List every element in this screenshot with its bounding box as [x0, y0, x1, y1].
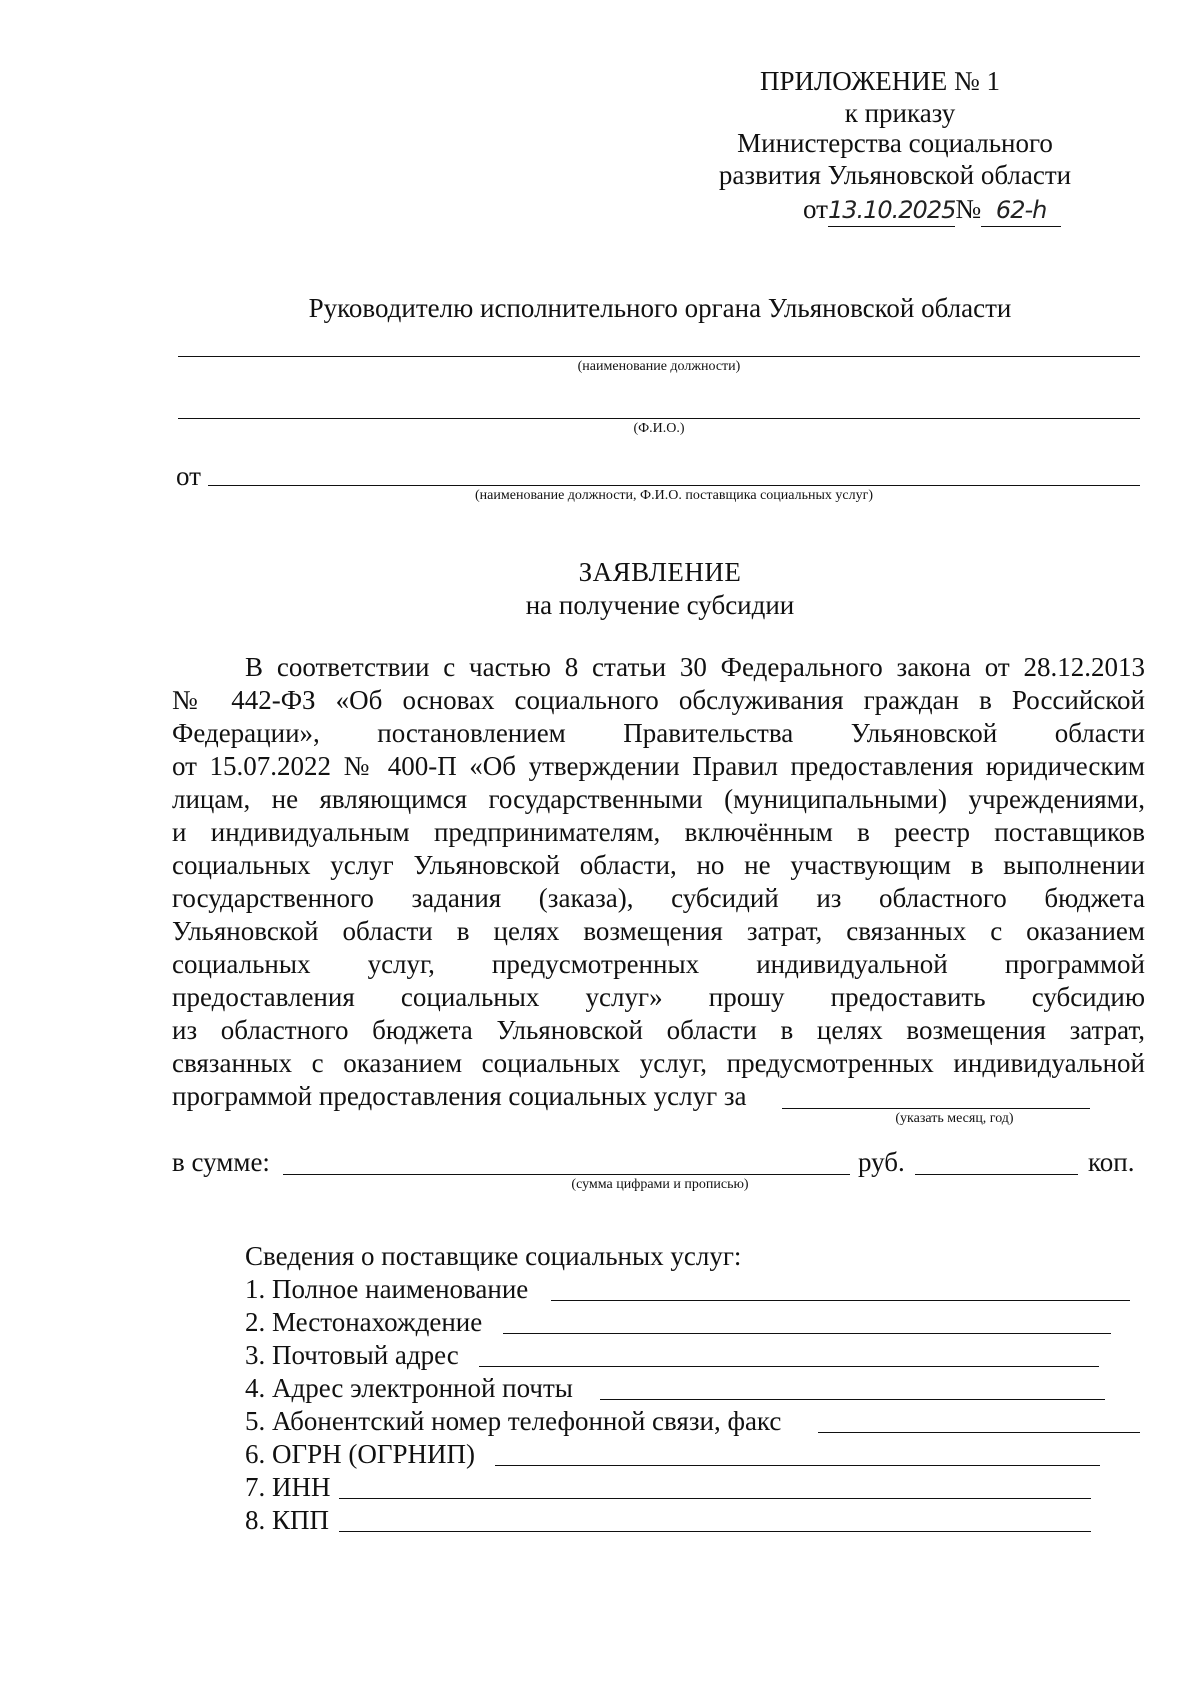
position-caption: (наименование должности) — [577, 359, 741, 374]
order-from-label: от — [803, 194, 828, 224]
full-name-line[interactable] — [551, 1300, 1130, 1301]
supplier-line[interactable] — [208, 485, 1140, 486]
supplier-item-phone-fax: 5. Абонентский номер телефонной связи, факс — [245, 1406, 782, 1436]
paragraph-line-10: социальных услуг, предусмотренных индивидуальной программой — [172, 949, 1145, 979]
paragraph-line-13: связанных с оказанием социальных услуг, предусмотренных индивидуальной — [172, 1048, 1145, 1078]
period-line[interactable] — [782, 1108, 1090, 1109]
supplier-item-email: 4. Адрес электронной почты — [245, 1373, 573, 1403]
supplier-from-label: от — [176, 461, 201, 491]
paragraph-line-3: Федерации», постановлением Правительства Ульяновской области — [172, 718, 1145, 748]
supplier-item-location: 2. Местонахождение — [245, 1307, 483, 1337]
paragraph-line-8: государственного задания (заказа), субсидий из областного бюджета — [172, 883, 1145, 913]
paragraph-line-7: социальных услуг Ульяновской области, но не участвующим в выполнении — [172, 850, 1145, 880]
paragraph-line-4: от 15.07.2022 № 400-П «Об утверждении Правил предоставления юридическим — [172, 751, 1145, 781]
supplier-info-heading: Сведения о поставщике социальных услуг: — [245, 1241, 742, 1271]
amount-caption: (сумма цифрами и прописью) — [571, 1177, 749, 1192]
rub-label: руб. — [858, 1147, 905, 1177]
order-number-sign: № — [955, 194, 982, 224]
kop-label: коп. — [1088, 1147, 1135, 1177]
email-line[interactable] — [600, 1399, 1105, 1400]
order-number-handwritten: 62-h — [981, 195, 1061, 227]
phone-fax-line[interactable] — [818, 1432, 1140, 1433]
kop-line[interactable] — [915, 1174, 1078, 1175]
paragraph-line-9: Ульяновской области в целях возмещения затрат, связанных с оказанием — [172, 916, 1145, 946]
postal-address-line[interactable] — [479, 1366, 1099, 1367]
order-date-number — [803, 194, 1061, 227]
position-line[interactable] — [178, 356, 1140, 357]
supplier-item-full-name: 1. Полное наименование — [245, 1274, 529, 1304]
paragraph-line-5: лицам, не являющимся государственными (муниципальными) учреждениями, — [172, 784, 1145, 814]
paragraph-line-11: предоставления социальных услуг» прошу предоставить субсидию — [172, 982, 1145, 1012]
paragraph-line-2: № 442-ФЗ «Об основах социального обслуживания граждан в Российской — [172, 685, 1145, 715]
paragraph-line-6: и индивидуальным предпринимателям, включённым в реестр поставщиков — [172, 817, 1145, 847]
appendix-title: ПРИЛОЖЕНИЕ № 1 — [759, 66, 1001, 96]
supplier-item-kpp: 8. КПП — [245, 1505, 330, 1535]
document-subtitle: на получение субсидии — [525, 590, 795, 620]
kpp-line[interactable] — [339, 1531, 1091, 1532]
paragraph-line-1: В соответствии с частью 8 статьи 30 Федерального закона от 28.12.2013 — [245, 652, 1145, 682]
to-order-line: к приказу — [844, 98, 956, 128]
location-line[interactable] — [503, 1333, 1111, 1334]
order-date-handwritten: 13.10.2025 — [828, 195, 955, 227]
inn-line[interactable] — [339, 1498, 1091, 1499]
fio-caption: (Ф.И.О.) — [633, 421, 685, 436]
document-title: ЗАЯВЛЕНИЕ — [578, 557, 742, 587]
paragraph-line-12: из областного бюджета Ульяновской области в целях возмещения затрат, — [172, 1015, 1145, 1045]
supplier-item-inn: 7. ИНН — [245, 1472, 331, 1502]
ogrn-line[interactable] — [495, 1465, 1100, 1466]
fio-line[interactable] — [178, 418, 1140, 419]
paragraph-last-line: программой предоставления социальных услуг за — [172, 1081, 747, 1111]
supplier-item-postal-address: 3. Почтовый адрес — [245, 1340, 459, 1370]
period-caption: (указать месяц, год) — [895, 1111, 1014, 1126]
amount-label: в сумме: — [172, 1147, 270, 1177]
ministry-line-2: развития Ульяновской области — [718, 160, 1072, 190]
ministry-line-1: Министерства социального — [737, 128, 1053, 158]
supplier-caption: (наименование должности, Ф.И.О. поставщика социальных услуг) — [475, 488, 873, 503]
addressee-title: Руководителю исполнительного органа Ульяновской области — [308, 293, 1012, 323]
supplier-item-ogrn: 6. ОГРН (ОГРНИП) — [245, 1439, 475, 1469]
amount-line[interactable] — [283, 1174, 850, 1175]
